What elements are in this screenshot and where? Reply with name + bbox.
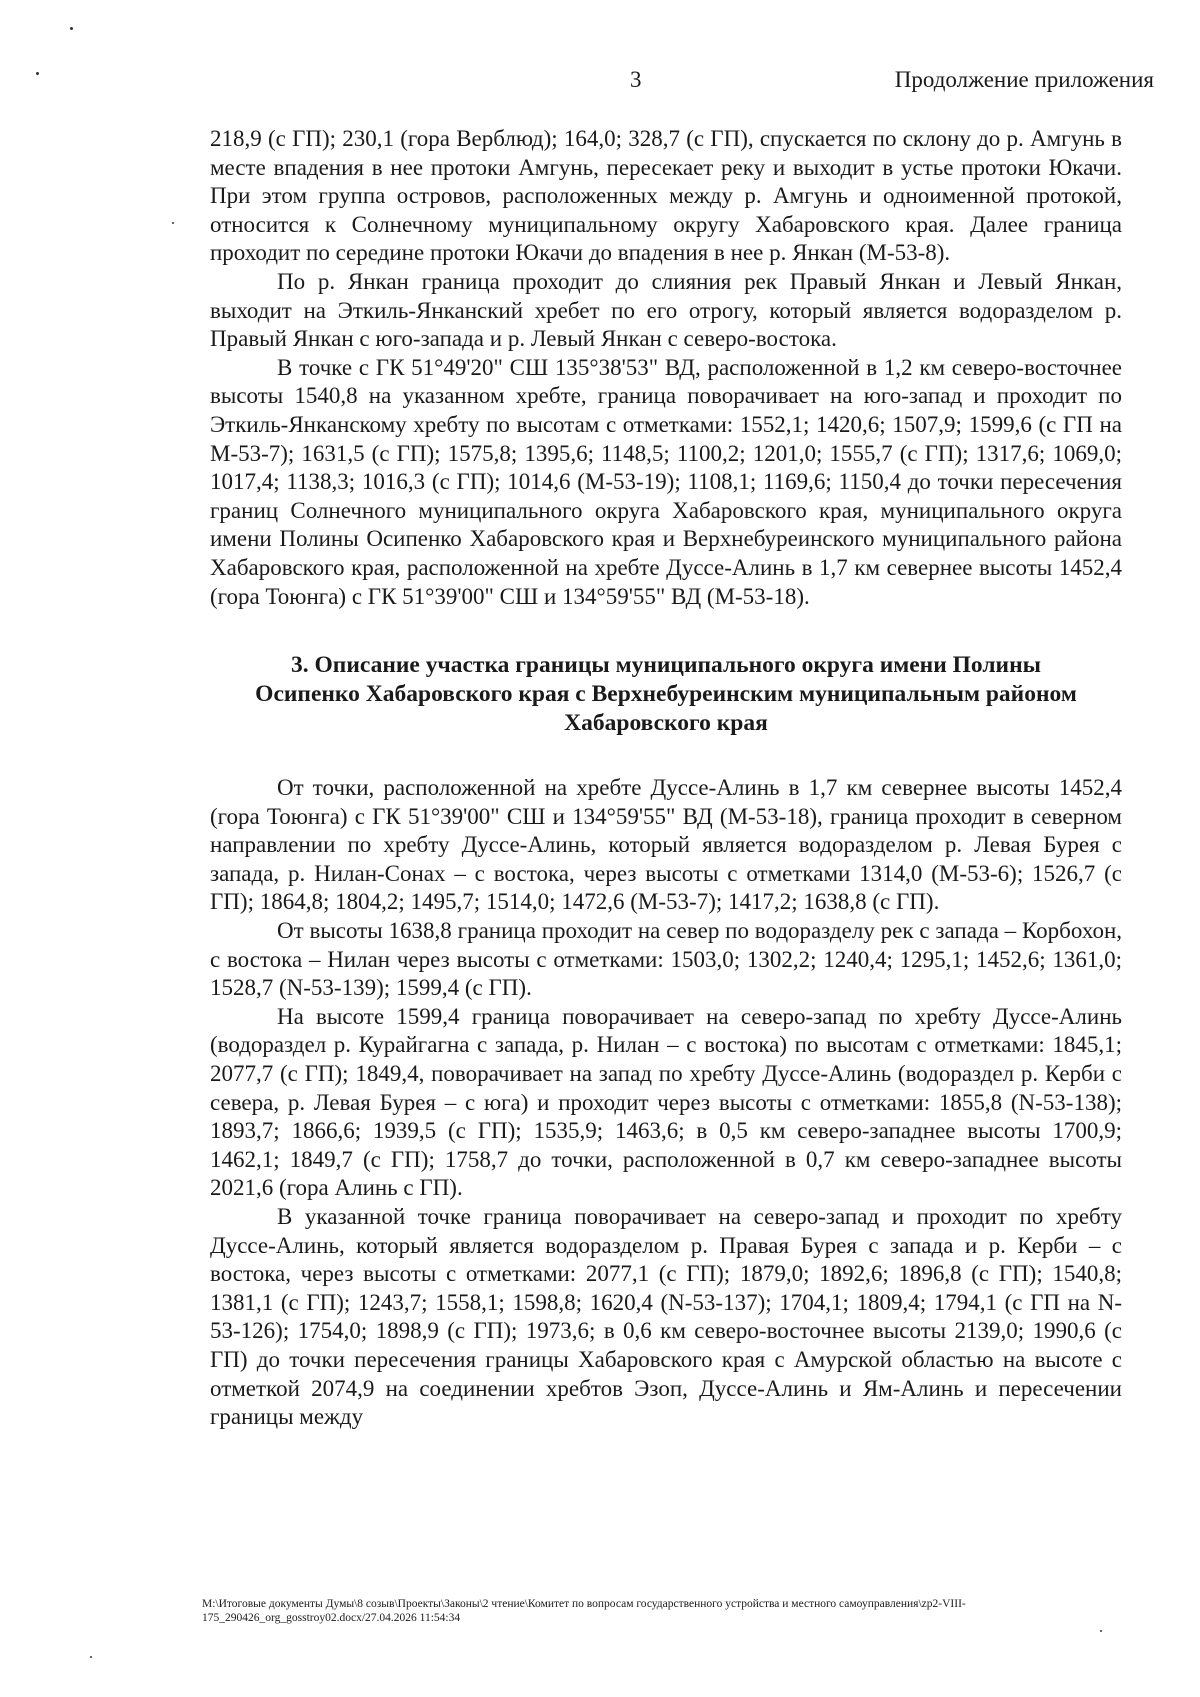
scan-speck [172,222,174,224]
running-header: Продолжение приложения [894,67,1154,92]
file-path-line-1: M:\Итоговые документы Думы\8 созыв\Проекты\Законы\2 чтение\Комитет по вопросам государственного устройства и местного самоуправления\zp2-VIII- [202,1598,966,1610]
scan-speck [1100,1630,1102,1632]
document-body [210,125,1122,1432]
section-heading-line-3: Хабаровского края [564,710,768,737]
page-number: 3 [630,67,642,92]
paragraph-etkil-yankan: В точке с ГК 51°49'20" СШ 135°38'53" ВД, расположенной в 1,2 км северо-восточнее высоты 1540,8 на указанном хребте, граница поворачивает на юго-запад и проходит по Эткиль-Янканскому хребту по высотам с отметками: 1552,1; 1420,6; 1507,9; 1599,6 (с ГП на М-53-7); 1631,5 (с ГП); 1575,8; 1395,6; 1148,5; 1100,2; 1201,0; 1555,7 (с ГП); 1317,6; 1069,0; 1017,4; 1138,3; 1016,3 (с ГП); 1014,6 (М-53-19); 1108,1; 1169,6; 1150,4 до точки пересечения границ Солнечного муниципального округа Хабаровского края, муниципального округа имени Полины Осипенко Хабаровского края и Верхнебуреинского муниципального района Хабаровского края, расположенной на хребте Дуссе-Алинь в 1,7 км севернее высоты 1452,4 (гора Тоюнга) с ГК 51°39'00" СШ и 134°59'55" ВД (М-53-18). [210,354,1122,609]
section-heading [210,651,1122,738]
paragraph-continuation: 218,9 (с ГП); 230,1 (гора Верблюд); 164,0; 328,7 (с ГП), спускается по склону до р. Амгунь в месте впадения в нее протоки Амгунь, пересекает реку и выходит в устье протоки Юкачи. При этом группа островов, расположенных между р. Амгунь и одноименной протокой, относится к Солнечному муниципальному округу Хабаровского края. Далее граница проходит по середине протоки Юкачи до впадения в нее р. Янкан (М-53-8). [210,126,1122,266]
scan-speck [90,1656,92,1658]
scan-speck [36,72,39,75]
paragraph-north-watershed: От высоты 1638,8 граница проходит на север по водоразделу рек с запада – Корбохон, с востока – Нилан через высоты с отметками: 1503,0; 1302,2; 1240,4; 1295,1; 1452,6; 1361,0; 1528,7 (N-53-139); 1599,4 (с ГП). [210,918,1122,1001]
file-path-footer [202,1597,1132,1625]
paragraph-northwest-turn: На высоте 1599,4 граница поворачивает на северо-запад по хребту Дуссе-Алинь (водораздел р. Курайгагна с запада, р. Нилан – с востока) по высотам с отметками: 1845,1; 2077,7 (с ГП); 1849,4, поворачивает на запад по хребту Дуссе-Алинь (водораздел р. Керби с севера, р. Левая Бурея – с юга) и проходит через высоты с отметками: 1855,8 (N-53-138); 1893,7; 1866,6; 1939,5 (с ГП); 1535,9; 1463,6; в 0,5 км северо-западнее высоты 1700,9; 1462,1; 1849,7 (с ГП); 1758,7 до точки, расположенной в 0,7 км северо-западнее высоты 2021,6 (гора Алинь с ГП). [210,1003,1122,1201]
scan-speck [70,27,73,30]
paragraph-yankan: По р. Янкан граница проходит до слияния рек Правый Янкан и Левый Янкан, выходит на Эткиль-Янканский хребет по его отрогу, который является водоразделом р. Правый Янкан с юго-запада и р. Левый Янкан с северо-востока. [210,268,1122,352]
paragraph-start-point: От точки, расположенной на хребте Дуссе-Алинь в 1,7 км севернее высоты 1452,4 (гора Тоюнга) с ГК 51°39'00" СШ и 134°59'55" ВД (М-53-18), граница проходит в северном направлении по хребту Дуссе-Алинь, который является водоразделом р. Левая Бурея с запада, р. Нилан-Сонах – с востока, через высоты с отметками 1314,0 (М-53-6); 1526,7 (с ГП); 1864,8; 1804,2; 1495,7; 1514,0; 1472,6 (М-53-7); 1417,2; 1638,8 (с ГП). [210,775,1122,915]
section-heading-line-2: Осипенко Хабаровского края с Верхнебуреинским муниципальным районом [255,681,1077,708]
section-heading-line-1: 3. Описание участка границы муниципального округа имени Полины [291,652,1041,679]
file-path-line-2: 175_290426_org_gosstroy02.docx/27.04.2026 11:54:34 [202,1612,461,1624]
paragraph-final-segment: В указанной точке граница поворачивает на северо-запад и проходит по хребту Дуссе-Алинь, который является водоразделом р. Правая Бурея с запада и р. Керби – с востока, через высоты с отметками: 2077,1 (с ГП); 1879,0; 1892,6; 1896,8 (с ГП); 1540,8; 1381,1 (с ГП); 1243,7; 1558,1; 1598,8; 1620,4 (N-53-137); 1704,1; 1809,4; 1794,1 (с ГП на N-53-126); 1754,0; 1898,9 (с ГП); 1973,6; в 0,6 км северо-восточнее высоты 2139,0; 1990,6 (с ГП) до точки пересечения границы Хабаровского края с Амурской областью на высоте с отметкой 2074,9 на соединении хребтов Эзоп, Дуссе-Алинь и Ям-Алинь и пересечении границы между [210,1204,1122,1430]
